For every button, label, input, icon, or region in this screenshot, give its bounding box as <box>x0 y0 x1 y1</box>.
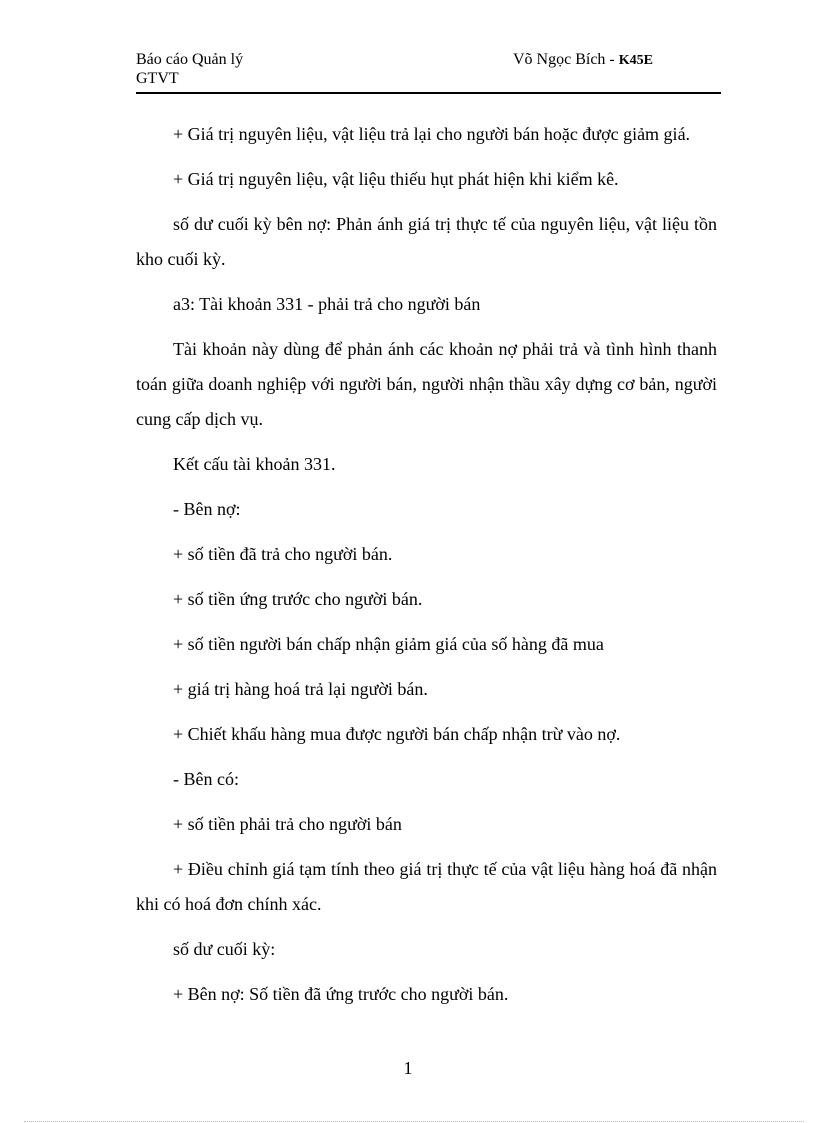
page-bottom-divider <box>24 1121 804 1122</box>
list-item: + Điều chỉnh giá tạm tính theo giá trị thực tế của vật liệu hàng hoá đã nhận khi có hoá đơn chính xác. <box>136 859 717 914</box>
header-author <box>513 50 653 70</box>
paragraph: số dư cuối kỳ bên nợ: Phản ánh giá trị thực tế của nguyên liệu, vật liệu tồn kho cuối kỳ. <box>136 214 717 269</box>
header-author-name: Võ Ngọc Bích - <box>513 51 619 68</box>
list-item: + giá trị hàng hoá trả lại người bán. <box>173 679 428 699</box>
paragraph: Kết cấu tài khoản 331. <box>173 454 336 474</box>
header-class-code: K45E <box>618 53 653 68</box>
list-item: + số tiền đã trả cho người bán. <box>173 544 393 564</box>
paragraph: Tài khoản này dùng để phản ánh các khoản nợ phải trả và tình hình thanh toán giữa doanh nghiệp với người bán, người nhận thầu xây dựng cơ bản, người cung cấp dịch vụ. <box>136 339 717 429</box>
header-title-line-1: Báo cáo Quản lý <box>136 51 244 68</box>
section-heading: a3: Tài khoản 331 - phải trả cho người bán <box>173 294 481 314</box>
list-item: + Bên nợ: Số tiền đã ứng trước cho người bán. <box>173 984 509 1004</box>
paragraph: + Giá trị nguyên liệu, vật liệu trả lại cho người bán hoặc được giảm giá. <box>173 124 691 144</box>
list-heading: - Bên có: <box>173 769 239 789</box>
header-title-line-2: GTVT <box>136 70 179 87</box>
list-item: + số tiền ứng trước cho người bán. <box>173 589 423 609</box>
page-number: 1 <box>403 1058 413 1078</box>
list-heading: - Bên nợ: <box>173 499 241 519</box>
list-item: + số tiền người bán chấp nhận giảm giá của số hàng đã mua <box>173 634 604 654</box>
page-header <box>136 50 721 94</box>
header-report-title <box>136 50 243 88</box>
list-item: + số tiền phải trả cho người bán <box>173 814 402 834</box>
list-item: + Chiết khấu hàng mua được người bán chấp nhận trừ vào nợ. <box>173 724 621 744</box>
paragraph: số dư cuối kỳ: <box>173 939 276 959</box>
paragraph: + Giá trị nguyên liệu, vật liệu thiếu hụt phát hiện khi kiểm kê. <box>173 169 619 189</box>
page-body <box>136 117 717 1022</box>
